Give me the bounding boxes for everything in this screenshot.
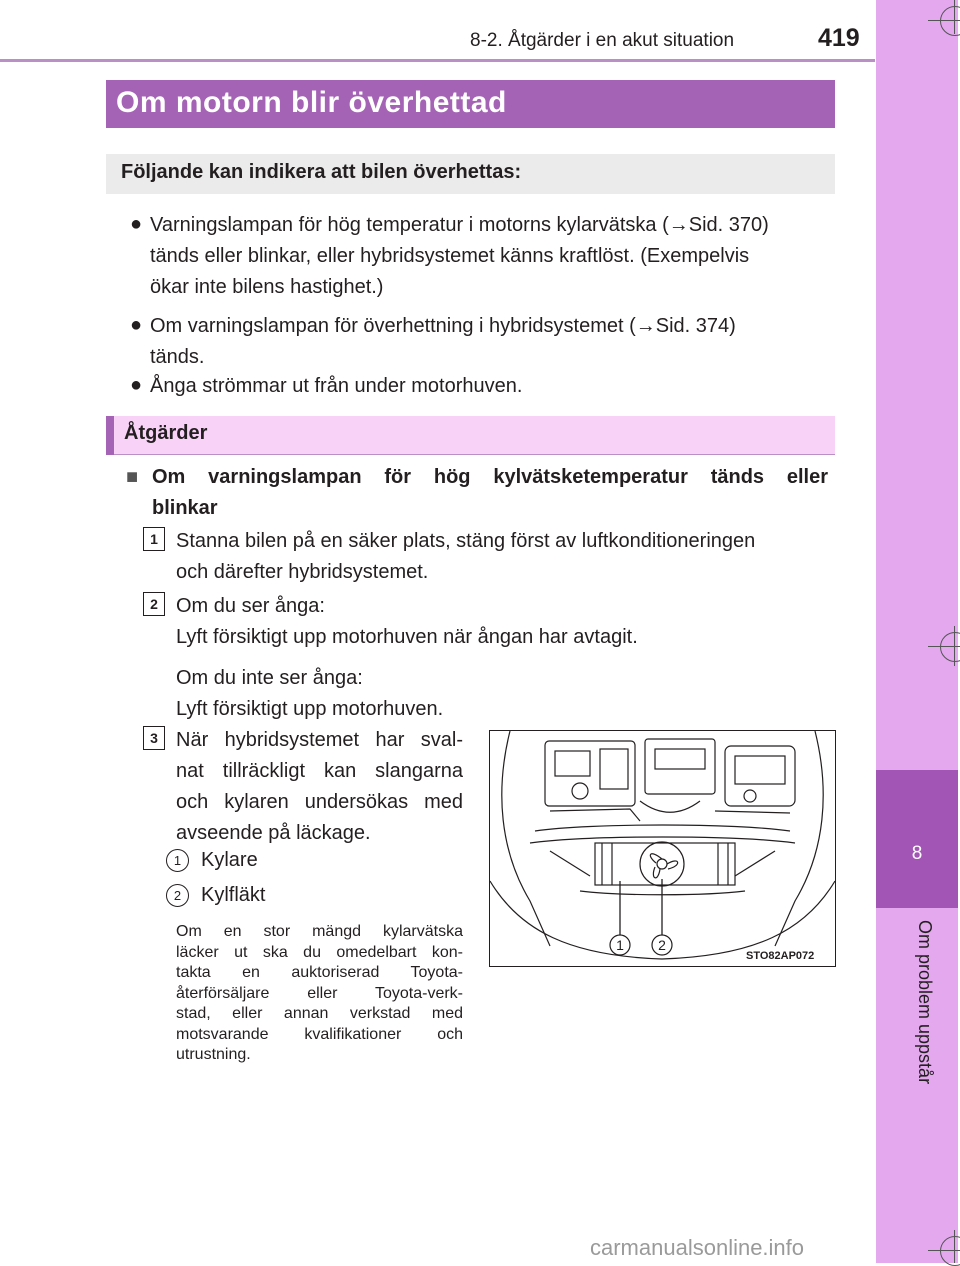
- symptom-2: Om varningslampan för överhettning i hybridsystemet (→Sid. 374) tänds.: [150, 315, 736, 368]
- engine-bay-illustration: [489, 730, 836, 967]
- page-reference[interactable]: Sid. 370): [688, 214, 769, 236]
- step-2-text: Om du ser ånga: Lyft försiktigt upp motorhuven när ångan har avtagit. Om du inte ser ånga: Lyft försiktigt upp motorhuven.: [176, 595, 638, 720]
- leak-note: Om en stor mängd kylarvätska läcker ut ska du omedelbart kon- takta en auktoriserad Toyota- återförsäljare eller Toyota-verk- stad, eller annan verkstad med motsvarande kvalifikationer och utrustning.: [176, 923, 463, 1063]
- step-3-text: När hybridsystemet har sval- nat tillräckligt kan slangarna och kylaren undersökas med avseende på läckage.: [176, 729, 463, 844]
- square-bullet-icon: ■: [126, 466, 139, 488]
- engine-bay-drawing: [490, 731, 835, 966]
- actions-bar: [106, 416, 835, 455]
- crop-mark-icon: [928, 646, 960, 647]
- chapter-title: Om problem uppstår: [915, 920, 935, 1085]
- crop-mark-icon: [928, 1250, 960, 1251]
- bullet-icon: ●: [130, 213, 143, 235]
- component-cooling-fan: Kylfläkt: [201, 884, 266, 906]
- symptoms-heading: Följande kan indikera att bilen överhettas:: [121, 161, 522, 183]
- step-number-1: 1: [143, 527, 165, 551]
- figure-callout-2-label: 2: [658, 937, 666, 953]
- figure-code: STO82AP072: [746, 950, 815, 962]
- crop-mark-icon: [954, 1230, 955, 1263]
- footer-watermark: carmanualsonline.info: [590, 1235, 805, 1260]
- page-number: 419: [818, 24, 860, 52]
- callout-number-1: 1: [166, 849, 189, 872]
- actions-bar-edge: [106, 416, 114, 455]
- arrow-right-icon: →: [635, 315, 656, 337]
- callout-number-2: 2: [166, 884, 189, 907]
- page-reference[interactable]: Sid. 374): [655, 315, 736, 337]
- figure-callout-1-label: 1: [616, 937, 624, 953]
- bullet-icon: ●: [130, 314, 143, 336]
- chapter-tab-active: [876, 770, 958, 908]
- crop-mark-icon: [928, 20, 960, 21]
- section-header: 8-2. Åtgärder i en akut situation: [470, 30, 735, 51]
- step-number-2: 2: [143, 592, 165, 616]
- symptom-1: Varningslampan för hög temperatur i motorns kylarvätska (→Sid. 370) tänds eller blinkar, eller hybridsystemet känns kraftlöst. (Exempelvis ökar inte bilens hastighet.): [150, 214, 769, 298]
- chapter-number: 8: [911, 843, 923, 864]
- component-radiator: Kylare: [201, 849, 258, 871]
- crop-mark-icon: [954, 0, 955, 34]
- step-number-3: 3: [143, 726, 165, 750]
- header-rule: [0, 59, 875, 62]
- actions-subheading: Om varningslampan för hög kylvätsketemperatur tänds eller blinkar: [152, 466, 828, 519]
- crop-mark-icon: [954, 626, 955, 666]
- bullet-icon: ●: [130, 374, 143, 396]
- page-title: Om motorn blir överhettad: [116, 86, 507, 119]
- actions-heading: Åtgärder: [124, 422, 208, 444]
- step-1-text: Stanna bilen på en säker plats, stäng först av luftkonditioneringen och därefter hybridsystemet.: [176, 530, 756, 583]
- arrow-right-icon: →: [668, 214, 689, 236]
- symptom-3: Ånga strömmar ut från under motorhuven.: [150, 375, 523, 397]
